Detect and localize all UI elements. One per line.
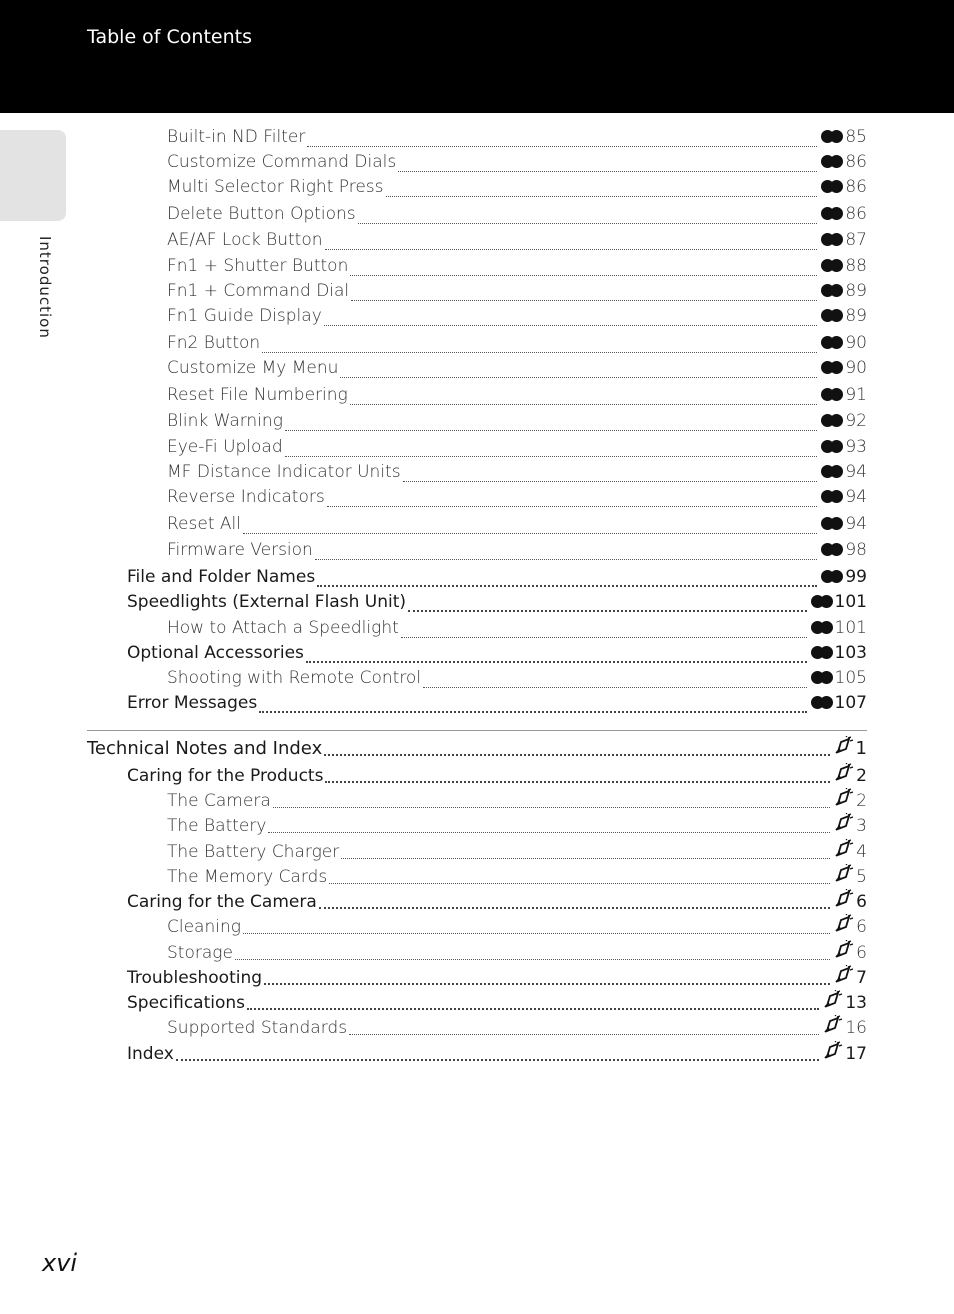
dot-leader [398, 170, 817, 172]
toc-entry-page [834, 864, 867, 887]
toc-entry-page [821, 127, 867, 147]
toc-entry-page [821, 437, 867, 457]
toc-entry-page [834, 914, 867, 937]
toc-entry-page [823, 1015, 867, 1038]
toc-entry-title: Fn1 + Shutter Button [167, 256, 349, 276]
toc-entry-page [821, 281, 867, 301]
page-ref-number: 89 [845, 306, 867, 326]
dot-leader [324, 753, 829, 756]
dot-leader [401, 636, 807, 638]
reference-section-icon [821, 439, 843, 452]
toc-entry-title: Delete Button Options [167, 204, 356, 224]
toc-entry[interactable] [167, 385, 867, 411]
toc-entry-title: Fn1 + Command Dial [167, 281, 350, 301]
toc-entry-title: How to Attach a Speedlight [167, 618, 399, 638]
toc-entry[interactable] [167, 668, 867, 694]
toc-entry-page [811, 668, 867, 688]
reference-section-icon [821, 258, 843, 271]
page-ref-number: 99 [845, 567, 867, 587]
toc-entry-page [834, 736, 867, 759]
toc-entry-page [821, 567, 867, 587]
toc-entry-page [823, 990, 867, 1013]
toc-entry-page [834, 788, 867, 811]
reference-section-icon [821, 283, 843, 296]
dot-leader [341, 857, 830, 859]
reference-section-icon [821, 335, 843, 348]
technical-notes-icon [834, 965, 854, 983]
toc-entry[interactable] [127, 965, 867, 991]
dot-leader [358, 222, 818, 224]
toc-entry[interactable] [167, 306, 867, 332]
page-ref-number: 3 [856, 816, 867, 836]
toc-entry[interactable] [167, 618, 867, 644]
reference-section-icon [821, 129, 843, 142]
toc-entry[interactable] [167, 204, 867, 230]
toc-entry[interactable] [167, 358, 867, 384]
page-header [0, 0, 954, 113]
toc-entry[interactable] [167, 127, 867, 153]
toc-entry[interactable] [167, 333, 867, 359]
page-ref-number: 94 [845, 462, 867, 482]
toc-entry[interactable] [167, 230, 867, 256]
dot-leader [307, 145, 817, 147]
dot-leader [340, 376, 817, 378]
toc-entry-title: Storage [167, 943, 233, 963]
toc-entry-page [811, 693, 867, 713]
toc-entry-page [821, 462, 867, 482]
reference-section-icon [821, 516, 843, 529]
toc-entry[interactable] [127, 1041, 867, 1067]
page-ref-number: 86 [845, 177, 867, 197]
toc-entry-title: Fn1 Guide Display [167, 306, 322, 326]
toc-entry-title: The Battery [167, 816, 267, 836]
toc-entry-title: Multi Selector Right Press [167, 177, 384, 197]
technical-notes-icon [834, 788, 854, 806]
technical-notes-icon [834, 864, 854, 882]
dot-leader [235, 958, 830, 960]
toc-entry-page [821, 230, 867, 250]
toc-entry-page [821, 204, 867, 224]
technical-notes-icon [834, 940, 854, 958]
toc-entry-page [834, 839, 867, 862]
toc-entry-title: The Battery Charger [167, 842, 340, 862]
toc-entry[interactable] [167, 540, 867, 566]
dot-leader [403, 480, 818, 482]
reference-section-icon [821, 542, 843, 555]
toc-entry[interactable] [127, 567, 867, 593]
toc-entry[interactable] [167, 177, 867, 203]
dot-leader [386, 195, 818, 197]
toc-entry-title: Supported Standards [167, 1018, 348, 1038]
reference-section-icon [821, 360, 843, 373]
toc-entry[interactable] [167, 152, 867, 178]
dot-leader [351, 299, 817, 301]
reference-section-icon [811, 620, 833, 633]
page-number: xvi [42, 1249, 78, 1277]
toc-entry-page [834, 763, 867, 786]
technical-notes-icon [823, 1015, 843, 1033]
toc-entry[interactable] [167, 839, 867, 865]
reference-section-icon [821, 308, 843, 321]
dot-leader [315, 558, 818, 560]
toc-entry-title: Shooting with Remote Control [167, 668, 422, 688]
toc-entry-page [821, 385, 867, 405]
dot-leader [324, 324, 818, 326]
dot-leader [317, 584, 817, 587]
page-ref-number: 103 [834, 643, 867, 663]
technical-notes-icon [834, 736, 854, 754]
toc-entry-title: AE/AF Lock Button [167, 230, 323, 250]
toc-entry[interactable] [167, 1015, 867, 1041]
page-ref-number: 85 [845, 127, 867, 147]
toc-entry-page [821, 540, 867, 560]
page-ref-number: 5 [856, 867, 867, 887]
page-ref-number: 86 [845, 204, 867, 224]
reference-section-icon [821, 154, 843, 167]
technical-notes-icon [834, 763, 854, 781]
dot-leader [247, 1007, 819, 1010]
toc-entry-title: Caring for the Camera [127, 892, 317, 912]
page-ref-number: 90 [845, 358, 867, 378]
reference-section-icon [821, 206, 843, 219]
toc-entry[interactable] [127, 592, 867, 618]
toc-entry[interactable] [167, 864, 867, 890]
page-ref-number: 4 [856, 842, 867, 862]
reference-section-icon [821, 489, 843, 502]
dot-leader [327, 505, 818, 507]
page-ref-number: 16 [845, 1018, 867, 1038]
page-ref-number: 101 [834, 592, 867, 612]
toc-entry-title: Speedlights (External Flash Unit) [127, 592, 406, 612]
toc-entry-title: The Camera [167, 791, 271, 811]
toc-entry[interactable] [167, 437, 867, 463]
toc-entry-page [811, 592, 867, 612]
reference-section-icon [811, 670, 833, 683]
technical-notes-icon [834, 914, 854, 932]
page-ref-number: 2 [856, 766, 867, 786]
toc-entry[interactable] [167, 514, 867, 540]
dot-leader [243, 532, 817, 534]
page-ref-number: 17 [845, 1044, 867, 1064]
toc-entry[interactable] [167, 462, 867, 488]
reference-section-icon [811, 645, 833, 658]
toc-entry[interactable] [127, 889, 867, 915]
page-ref-number: 89 [845, 281, 867, 301]
toc-entry-title: Blink Warning [167, 411, 283, 431]
header-title: Table of Contents [87, 26, 252, 48]
page-ref-number: 98 [845, 540, 867, 560]
dot-leader [273, 806, 830, 808]
toc-entry-title: Fn2 Button [167, 333, 261, 353]
dot-leader [176, 1058, 820, 1061]
toc-entry[interactable] [167, 487, 867, 513]
technical-notes-icon [834, 889, 854, 907]
dot-leader [243, 932, 830, 934]
dot-leader [285, 455, 818, 457]
toc-entry-title: Built-in ND Filter [167, 127, 306, 147]
toc-entry-page [834, 813, 867, 836]
dot-leader [350, 274, 817, 276]
toc-entry-page [821, 152, 867, 172]
toc-entry[interactable] [167, 281, 867, 307]
toc-entry[interactable] [167, 940, 867, 966]
reference-section-icon [811, 594, 833, 607]
toc-entry[interactable] [167, 256, 867, 282]
toc-entry[interactable] [167, 914, 867, 940]
toc-entry-title: Caring for the Products [127, 766, 324, 786]
dot-leader [285, 429, 817, 431]
toc-entry[interactable] [127, 990, 867, 1016]
page-ref-number: 92 [845, 411, 867, 431]
reference-section-icon [821, 387, 843, 400]
technical-notes-icon [823, 1041, 843, 1059]
technical-notes-icon [834, 813, 854, 831]
page-ref-number: 6 [856, 943, 867, 963]
dot-leader [262, 351, 817, 353]
toc-entry-title: Specifications [127, 993, 246, 1013]
toc-entry-title: Customize My Menu [167, 358, 339, 378]
dot-leader [268, 831, 830, 833]
reference-section-icon [821, 464, 843, 477]
toc-entry-page [834, 965, 867, 988]
dot-leader [349, 1033, 819, 1035]
technical-notes-icon [823, 990, 843, 1008]
section-tab-label: Introduction [36, 236, 54, 339]
toc-entry-title: Firmware Version [167, 540, 313, 560]
dot-leader [259, 710, 806, 713]
toc-entry-page [823, 1041, 867, 1064]
toc-entry[interactable] [127, 643, 867, 669]
toc-entry-title: Error Messages [127, 693, 258, 713]
toc-entry-title: Reverse Indicators [167, 487, 325, 507]
toc-entry-page [821, 514, 867, 534]
toc-entry[interactable] [87, 736, 867, 762]
page-ref-number: 1 [855, 738, 867, 759]
reference-section-icon [821, 232, 843, 245]
dot-leader [264, 982, 830, 985]
toc-entry-page [821, 487, 867, 507]
toc-entry-title: Customize Command Dials [167, 152, 397, 172]
toc-entry[interactable] [167, 411, 867, 437]
page-ref-number: 2 [856, 791, 867, 811]
page-ref-number: 13 [845, 993, 867, 1013]
toc-entry[interactable] [127, 763, 867, 789]
toc-entry-title: Reset All [167, 514, 241, 534]
toc-entry-title: MF Distance Indicator Units [167, 462, 401, 482]
toc-entry-title: Troubleshooting [127, 968, 263, 988]
page-ref-number: 94 [845, 487, 867, 507]
toc-entry-title: The Memory Cards [167, 867, 328, 887]
page-ref-number: 91 [845, 385, 867, 405]
page-ref-number: 6 [856, 917, 867, 937]
toc-entry-title: Index [127, 1044, 174, 1064]
toc-entry-page [821, 411, 867, 431]
reference-section-icon [821, 179, 843, 192]
toc-entry-page [821, 333, 867, 353]
toc-entry-title: Technical Notes and Index [87, 738, 323, 759]
toc-entry-page [811, 643, 867, 663]
page-ref-number: 107 [834, 693, 867, 713]
page-ref-number: 86 [845, 152, 867, 172]
toc-entry-page [821, 256, 867, 276]
dot-leader [306, 660, 807, 663]
toc-entry-title: Optional Accessories [127, 643, 304, 663]
toc-entry-page [821, 177, 867, 197]
reference-section-icon [811, 695, 833, 708]
page-ref-number: 6 [856, 892, 867, 912]
section-tab[interactable] [0, 130, 66, 221]
toc-entry-title: Cleaning [167, 917, 241, 937]
toc-entry[interactable] [167, 788, 867, 814]
dot-leader [408, 609, 807, 612]
toc-entry-title: Reset File Numbering [167, 385, 348, 405]
toc-entry-page [821, 306, 867, 326]
toc-entry-title: File and Folder Names [127, 567, 316, 587]
toc-entry[interactable] [167, 813, 867, 839]
dot-leader [350, 403, 818, 405]
page-ref-number: 101 [834, 618, 867, 638]
toc-entry-page [834, 940, 867, 963]
dot-leader [329, 882, 830, 884]
toc-entry-page [821, 358, 867, 378]
page-ref-number: 94 [845, 514, 867, 534]
page-ref-number: 93 [845, 437, 867, 457]
page-ref-number: 88 [845, 256, 867, 276]
dot-leader [319, 906, 830, 909]
reference-section-icon [821, 413, 843, 426]
toc-entry[interactable] [127, 693, 867, 719]
dot-leader [325, 780, 830, 783]
reference-section-icon [821, 569, 843, 582]
technical-notes-icon [834, 839, 854, 857]
toc-entry-page [811, 618, 867, 638]
toc-entry-title: Eye-Fi Upload [167, 437, 283, 457]
page-ref-number: 87 [845, 230, 867, 250]
page-ref-number: 7 [856, 968, 867, 988]
toc-entry-page [834, 889, 867, 912]
page-ref-number: 105 [834, 668, 867, 688]
dot-leader [325, 248, 818, 250]
dot-leader [423, 686, 806, 688]
page-ref-number: 90 [845, 333, 867, 353]
section-divider [87, 730, 867, 731]
